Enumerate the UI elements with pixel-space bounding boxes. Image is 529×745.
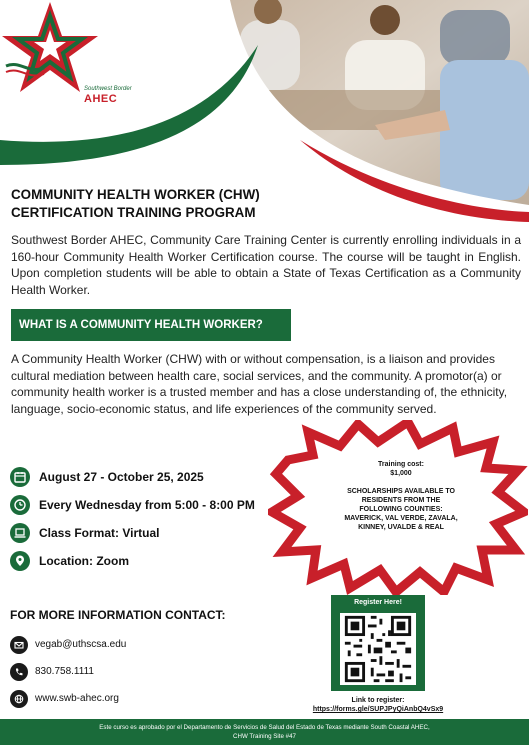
phone-icon: [10, 663, 28, 681]
qr-link-label: Link to register:: [351, 697, 405, 704]
qr-register-label: Register Here!: [354, 599, 402, 606]
scholarship-line-2: RESIDENTS FROM THE: [361, 497, 441, 504]
detail-schedule: [10, 491, 255, 519]
laptop-icon: [10, 523, 30, 543]
detail-format: [10, 519, 255, 547]
contact-email-text[interactable]: vegab@uthscsa.edu: [35, 639, 127, 650]
footer-line-2: CHW Training Site #47: [233, 733, 296, 740]
section-heading-chw: WHAT IS A COMMUNITY HEALTH WORKER?: [11, 309, 291, 341]
detail-location-text: Location: Zoom: [39, 554, 129, 568]
scholarship-line-5: KINNEY, UVALDE & REAL: [358, 524, 444, 531]
contact-website-text[interactable]: www.swb-ahec.org: [35, 693, 119, 704]
cost-label: Training cost:: [378, 461, 424, 468]
email-icon: [10, 636, 28, 654]
detail-schedule-text: Every Wednesday from 5:00 - 8:00 PM: [39, 498, 255, 512]
calendar-icon: [10, 467, 30, 487]
chw-definition: A Community Health Worker (CHW) with or without compensation, is a liaison and provides cultural mediation between health care, social services, and the community. A promotor(a) or community health worker is a trusted member and has a close understanding of, the ethnicity, language, socio-economic status, and life experiences of the community served.: [11, 352, 508, 416]
contact-website[interactable]: [10, 685, 126, 712]
scholarship-line-1: SCHOLARSHIPS AVAILABLE TO: [347, 488, 455, 495]
course-details: [10, 463, 255, 575]
scholarship-line-3: FOLLOWING COUNTIES:: [359, 506, 443, 513]
qr-code-icon[interactable]: [340, 613, 416, 685]
cost-value: $1,000: [390, 470, 412, 477]
page-title: [11, 186, 431, 222]
footer-line-1: Este curso es aprobado por el Departamento de Servicios de Salud del Estado de Texas mediante South Coastal AHEC,: [99, 724, 430, 731]
footer-bar: [0, 719, 529, 745]
contact-list: [10, 631, 126, 712]
contact-heading: FOR MORE INFORMATION CONTACT:: [10, 608, 226, 622]
location-pin-icon: [10, 551, 30, 571]
registration-link[interactable]: https://forms.gle/SUPJPyQiAnbQ4vSx9: [312, 706, 444, 713]
intro-paragraph: Southwest Border AHEC, Community Care Training Center is currently enrolling individuals in a 160-hour Community Health Worker Certification course. The course will be taught in English. Upon completion students will be able to obtain a State of Texas Certification as a Community Health Worker.: [11, 233, 521, 297]
clock-icon: [10, 495, 30, 515]
title-line-2: CERTIFICATION TRAINING PROGRAM: [11, 205, 256, 220]
logo-subtitle: Southwest Border: [84, 86, 132, 92]
logo-name: AHEC: [84, 93, 118, 105]
detail-dates-text: August 27 - October 25, 2025: [39, 470, 204, 484]
qr-register-box[interactable]: [331, 595, 425, 691]
detail-dates: [10, 463, 255, 491]
title-line-1: COMMUNITY HEALTH WORKER (CHW): [11, 187, 260, 202]
contact-phone-text[interactable]: 830.758.1111: [35, 666, 94, 677]
globe-icon: [10, 690, 28, 708]
detail-format-text: Class Format: Virtual: [39, 526, 160, 540]
detail-location: [10, 547, 255, 575]
contact-phone[interactable]: [10, 658, 126, 685]
scholarship-line-4: MAVERICK, VAL VERDE, ZAVALA,: [344, 515, 458, 522]
cost-burst-text: [306, 460, 496, 532]
contact-email[interactable]: [10, 631, 126, 658]
